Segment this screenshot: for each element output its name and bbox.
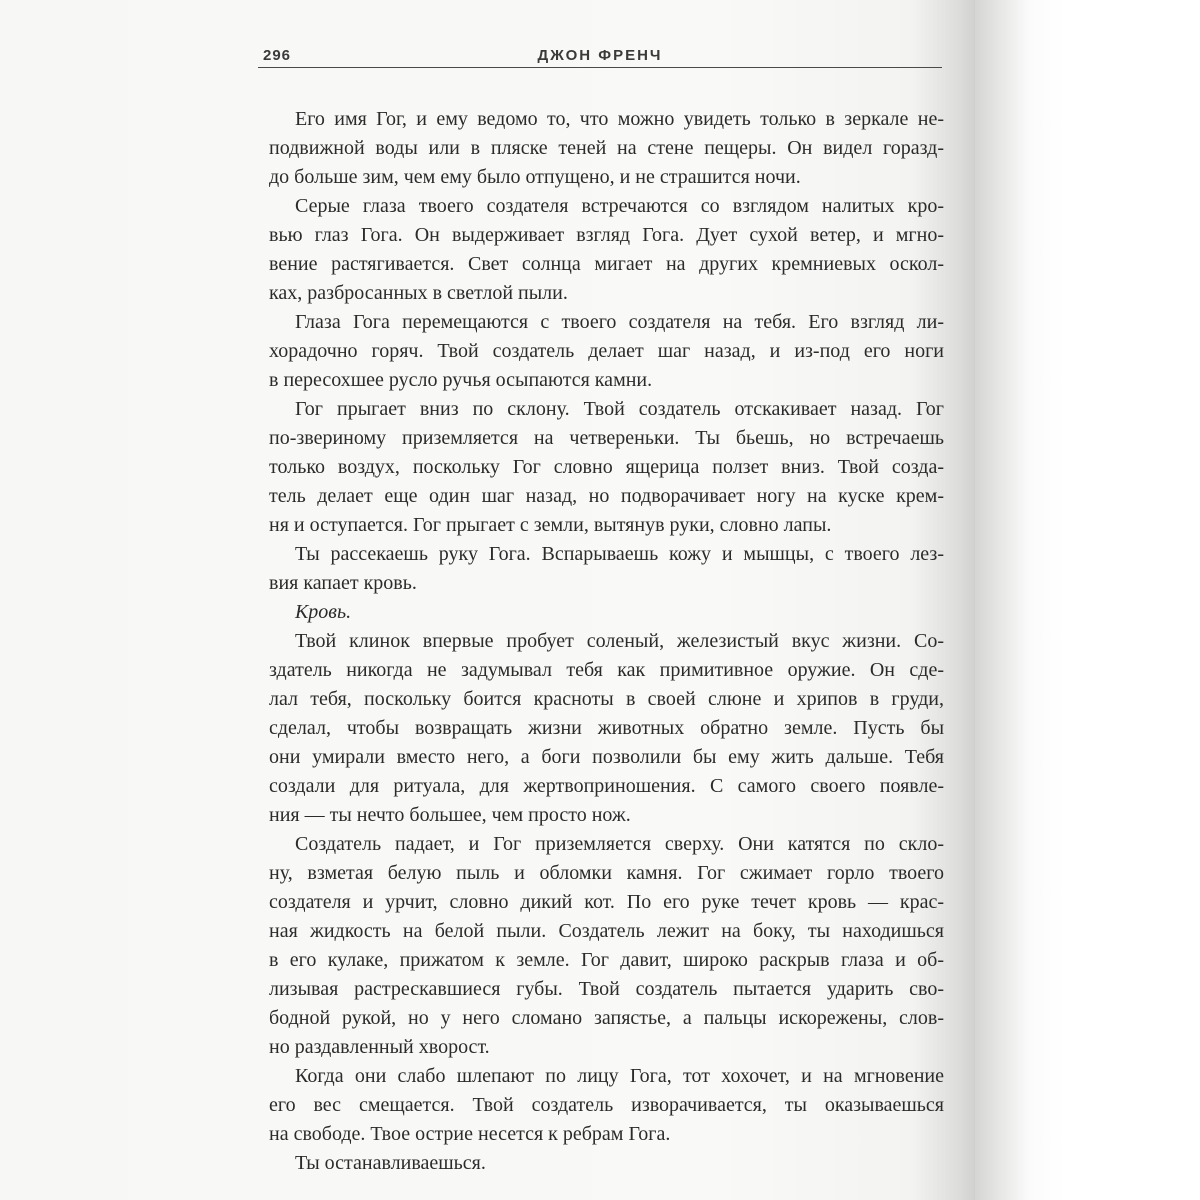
text-line: Кровь.: [295, 601, 352, 623]
text-line: вия капает кровь.: [269, 572, 417, 594]
paragraph: [269, 192, 944, 308]
text-line: по-звериному приземляется на четвереньки. Ты бьешь, но встречаешь: [269, 427, 944, 449]
text-line: Ты останавливаешься.: [295, 1152, 486, 1174]
text-line: ная жидкость на белой пыли. Создатель лежит на боку, ты находишься: [269, 920, 944, 942]
text-line: Гог прыгает вниз по склону. Твой создатель отскакивает назад. Гог: [295, 398, 944, 420]
text-line: Создатель падает, и Гог приземляется сверху. Они катятся по скло-: [295, 833, 944, 855]
header-rule: [258, 67, 942, 68]
text-line: ния — ты нечто большее, чем просто нож.: [269, 804, 631, 826]
paragraph: [269, 395, 944, 540]
running-head-author: ДЖОН ФРЕНЧ: [537, 47, 663, 64]
text-line: ня и оступается. Гог прыгает с земли, вытянув руки, словно лапы.: [269, 514, 832, 536]
page-edge-shadow: [975, 0, 1200, 1200]
text-line: Серые глаза твоего создателя встречаются со взглядом налитых кро-: [295, 195, 944, 217]
paragraph: [269, 830, 944, 1062]
paragraph: [269, 308, 944, 395]
text-line: Его имя Гог, и ему ведомо то, что можно увидеть только в зеркале не-: [295, 108, 944, 130]
text-line: тель делает еще один шаг назад, но подворачивает ногу на куске крем-: [269, 485, 944, 507]
text-line: вение растягивается. Свет солнца мигает на других кремниевых оскол-: [269, 253, 944, 275]
text-line: подвижной воды или в пляске теней на стене пещеры. Он видел горазд-: [269, 137, 944, 159]
text-line: Глаза Гога перемещаются с твоего создателя на тебя. Его взгляд ли-: [295, 311, 944, 333]
text-line: до больше зим, чем ему было отпущено, и не страшится ночи.: [269, 166, 801, 188]
text-line: вью глаз Гога. Он выдерживает взгляд Гога. Дует сухой ветер, и мгно-: [269, 224, 944, 246]
page-number: 296: [263, 47, 292, 64]
text-line: создали для ритуала, для жертвоприношения. С самого своего появле-: [269, 775, 944, 797]
paragraph: [269, 1062, 944, 1149]
text-line: в его кулаке, прижатом к земле. Гог давит, широко раскрыв глаза и об-: [269, 949, 944, 971]
paragraph: [269, 1149, 944, 1178]
text-line: Ты рассекаешь руку Гога. Вспарываешь кожу и мышцы, с твоего лез-: [295, 543, 944, 565]
text-line: но раздавленный хворост.: [269, 1036, 490, 1058]
text-line: бодной рукой, но у него сломано запястье, а пальцы искорежены, слов-: [269, 1007, 944, 1029]
text-line: в пересохшее русло ручья осыпаются камни.: [269, 369, 653, 391]
text-line: Когда они слабо шлепают по лицу Гога, тот хохочет, и на мгновение: [295, 1065, 944, 1087]
paragraph: [269, 540, 944, 598]
text-line: ну, взметая белую пыль и обломки камня. Гог сжимает горло твоего: [269, 862, 944, 884]
text-line: здатель никогда не задумывал тебя как примитивное оружие. Он сде-: [269, 659, 944, 681]
text-line: сделал, чтобы возвращать жизни животных обратно земле. Пусть бы: [269, 717, 944, 739]
text-line: на свободе. Твое острие несется к ребрам Гога.: [269, 1123, 671, 1145]
text-line: они умирали вместо него, а боги позволили бы ему жить дальше. Тебя: [269, 746, 944, 768]
paragraph: [269, 105, 944, 192]
text-line: ках, разбросанных в светлой пыли.: [269, 282, 568, 304]
text-line: его вес смещается. Твой создатель изворачивается, ты оказываешься: [269, 1094, 944, 1116]
text-line: хорадочно горяч. Твой создатель делает шаг назад, и из-под его ноги: [269, 340, 944, 362]
text-line: только воздух, поскольку Гог словно ящерица ползет вниз. Твой созда-: [269, 456, 944, 478]
text-line: лизывая растрескавшиеся губы. Твой создатель пытается ударить сво-: [269, 978, 944, 1000]
text-line: лал тебя, поскольку боится красноты в своей слюне и хрипов в груди,: [269, 688, 944, 710]
body-text: [269, 105, 944, 1178]
paragraph: [269, 598, 944, 627]
paragraph: [269, 627, 944, 830]
text-line: Твой клинок впервые пробует соленый, железистый вкус жизни. Со-: [295, 630, 944, 652]
text-line: создателя и урчит, словно дикий кот. По его руке течет кровь — крас-: [269, 891, 944, 913]
